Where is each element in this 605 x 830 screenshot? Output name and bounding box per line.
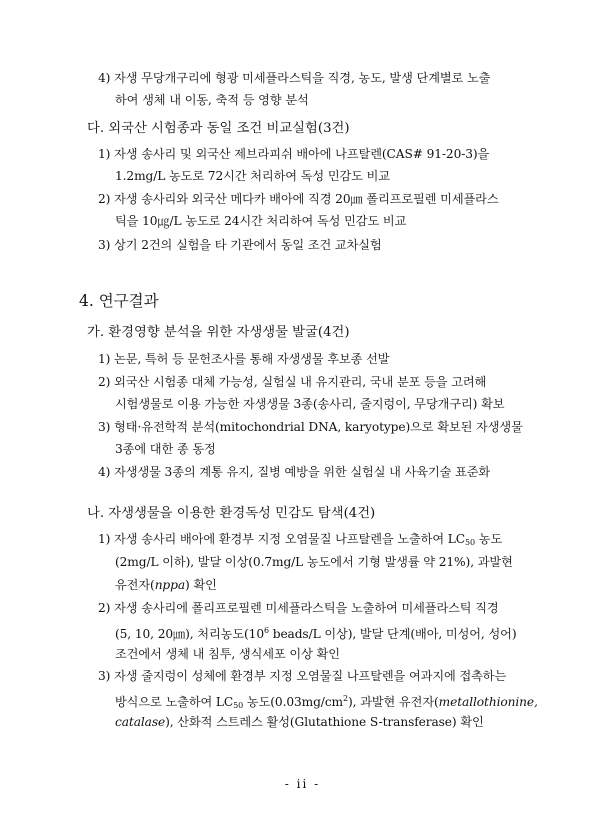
item-text: 논문, 특허 등 문헌조사를 통해 자생생물 후보종 선발: [114, 352, 390, 366]
item-text: 자생 송사리 배아에 환경부 지정 오염물질 나프탈렌을 노출하여 LC: [114, 532, 466, 546]
item-text: 자생 줄지렁이 성체에 환경부 지정 오염물질 나프탈렌을 여과지에 접촉하는: [114, 669, 507, 683]
list-item: 3) 형태·유전학적 분석(mitochondrial DNA, karyotype)으로 확보된 자생생물: [98, 420, 523, 434]
gene-name: catalase: [115, 715, 166, 729]
subscript: 50: [233, 701, 244, 710]
item-text: 자생 송사리에 폴리프로필렌 미세플라스틱을 노출하여 미세플라스틱 직경: [114, 601, 499, 615]
item-text-cont: 하여 생체 내 이동, 축적 등 영향 분석: [115, 93, 309, 107]
superscript: 6: [263, 626, 269, 635]
item-text: 자생 송사리와 외국산 메다카 배아에 직경 20㎛ 폴리프로필렌 미세플라스: [114, 192, 499, 206]
item-text-cont: (2mg/L 이하), 발달 이상(0.7mg/L 농도에서 기형 발생률 약 21%), 과발현: [115, 555, 513, 569]
list-item: 2) 자생 송사리와 외국산 메다카 배아에 직경 20㎛ 폴리프로필렌 미세플라스: [98, 192, 499, 206]
list-item: 4) 자생생물 3종의 계통 유지, 질병 예방을 위한 실험실 내 사육기술 표준화: [98, 465, 491, 479]
list-item: 4) 자생 무당개구리에 형광 미세플라스틱을 직경, 농도, 발생 단계별로 노출: [98, 71, 491, 85]
subscript: 50: [465, 538, 475, 547]
superscript: 2: [343, 694, 348, 703]
list-item: 3) 상기 2건의 실험을 타 기관에서 동일 조건 교차실험: [98, 238, 382, 252]
gene-name: metallothionine,: [438, 695, 538, 709]
item-text: 농도: [475, 532, 503, 546]
list-item: 3) 자생 줄지렁이 성체에 환경부 지정 오염물질 나프탈렌을 여과지에 접촉하는: [98, 669, 507, 683]
item-text-cont: catalase), 산화적 스트레스 활성(Glutathione S-transferase) 확인: [115, 715, 484, 729]
item-text-cont: 조건에서 생체 내 침투, 생식세포 이상 확인: [115, 647, 340, 661]
item-text-cont: 방식으로 노출하여 $LC_{50}$ 농도$(0.03mg/cm^2)$, 과발현 유전자(metallothionine,: [115, 694, 538, 710]
item-text-cont: 유전자(nppa) 확인: [115, 578, 217, 592]
item-text-cont: 3종에 대한 종 동정: [115, 442, 216, 456]
item-text: 형태·유전학적 분석(mitochondrial DNA, karyotype)으로 확보된 자생생물: [114, 420, 523, 434]
page-number: - ii -: [284, 777, 321, 791]
section-heading: 다. 외국산 시험종과 동일 조건 비교실험(3건): [87, 121, 350, 136]
list-item: 2) 외국산 시험종 대체 가능성, 실험실 내 유지관리, 국내 분포 등을 고려해: [98, 375, 487, 389]
gene-name: nppa: [154, 578, 186, 592]
item-text-cont: 1.2mg/L 농도로 72시간 처리하여 독성 민감도 비교: [115, 169, 390, 183]
list-item: 1) 자생 송사리 및 외국산 제브라피쉬 배아에 나프탈렌(CAS# 91-20-3)을: [98, 147, 490, 161]
item-text-cont: (5, 10, 20㎛), 처리농도($10^6$ beads/L 이상), 발달 단계(배아, 미성어, 성어): [115, 626, 517, 641]
item-text: 외국산 시험종 대체 가능성, 실험실 내 유지관리, 국내 분포 등을 고려해: [114, 375, 487, 389]
section-heading: 가. 환경영향 분석을 위한 자생생물 발굴(4건): [87, 325, 350, 340]
list-item: 2) 자생 송사리에 폴리프로필렌 미세플라스틱을 노출하여 미세플라스틱 직경: [98, 601, 499, 615]
chapter-heading: 4. 연구결과: [79, 292, 159, 310]
item-text-cont: 틱을 10㎍/L 농도로 24시간 처리하여 독성 민감도 비교: [115, 214, 407, 228]
item-text: 상기 2건의 실험을 타 기관에서 동일 조건 교차실험: [114, 238, 382, 252]
list-item: 1) 자생 송사리 배아에 환경부 지정 오염물질 나프탈렌을 노출하여 $LC_{50}$ 농도: [98, 532, 503, 547]
section-heading: 나. 자생생물을 이용한 환경독성 민감도 탐색(4건): [87, 506, 376, 521]
item-text: 자생 무당개구리에 형광 미세플라스틱을 직경, 농도, 발생 단계별로 노출: [114, 71, 491, 85]
item-text: 자생생물 3종의 계통 유지, 질병 예방을 위한 실험실 내 사육기술 표준화: [114, 465, 491, 479]
item-text: 자생 송사리 및 외국산 제브라피쉬 배아에 나프탈렌(CAS# 91-20-3)을: [114, 147, 490, 161]
list-item: 1) 논문, 특허 등 문헌조사를 통해 자생생물 후보종 선발: [98, 352, 390, 366]
item-text-cont: 시험생물로 이용 가능한 자생생물 3종(송사리, 줄지렁이, 무당개구리) 확보: [115, 397, 505, 411]
